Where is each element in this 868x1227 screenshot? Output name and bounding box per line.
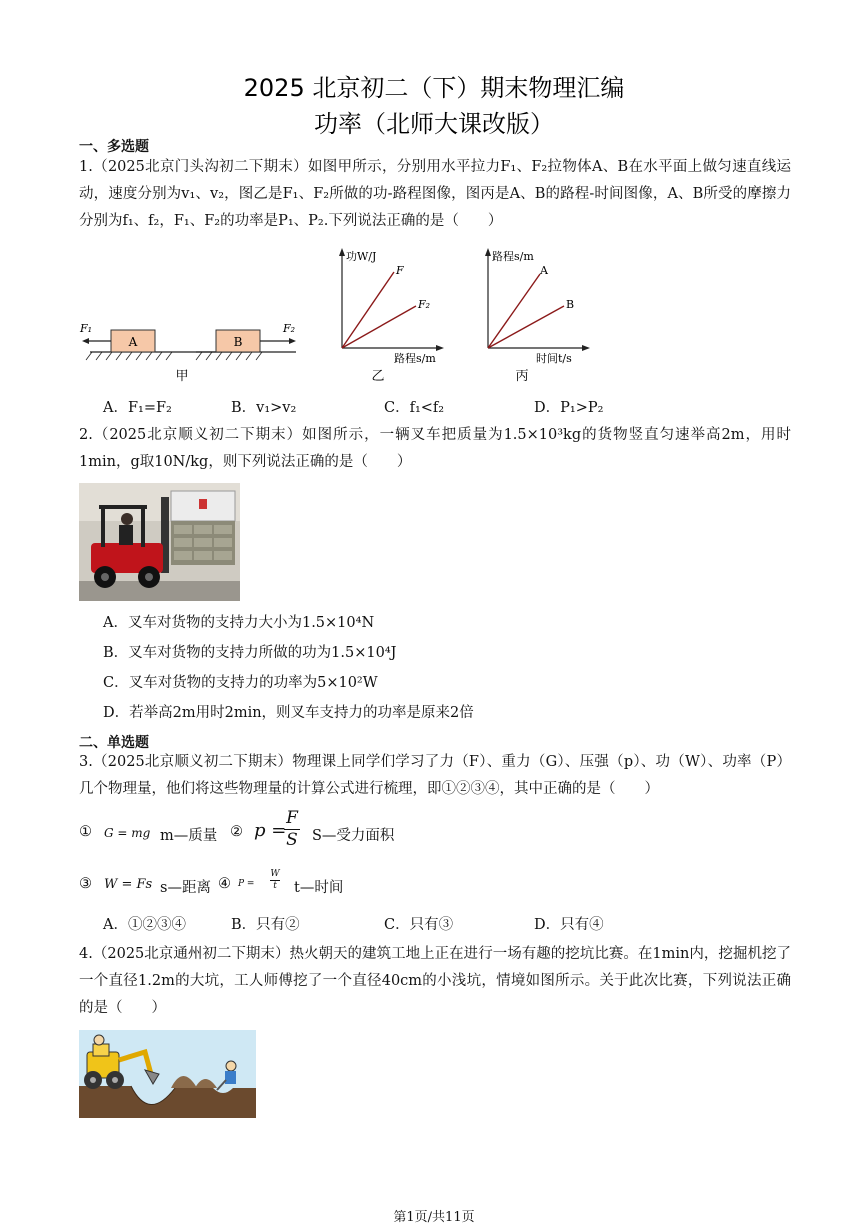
forklift-illustration bbox=[79, 483, 240, 601]
formula-2-number: ② bbox=[230, 824, 243, 840]
formula-4-fraction bbox=[270, 869, 280, 891]
formula-1-number: ① bbox=[79, 824, 92, 840]
formula-2-note: S—受力面积 bbox=[312, 828, 395, 844]
block-a-label: A bbox=[128, 335, 138, 349]
formula-2-denominator: S bbox=[284, 829, 300, 850]
block-b-label: B bbox=[233, 335, 243, 349]
caption-bing: 丙 bbox=[515, 369, 529, 384]
q2-option-d[interactable]: D．若举高2m用时2min，则叉车支持力的功率是原来2倍 bbox=[103, 705, 474, 721]
formula-4-numerator: W bbox=[270, 869, 280, 879]
formula-1: G = mg bbox=[104, 826, 151, 840]
q2-option-b[interactable]: B．叉车对货物的支持力所做的功为1.5×10⁴J bbox=[103, 645, 397, 661]
caption-yi: 乙 bbox=[371, 369, 385, 384]
formula-3: W = Fs bbox=[104, 877, 153, 892]
q2-stem: 2.（2025北京顺义初二下期末）如图所示，一辆叉车把质量为1.5×10³kg的货物竖直匀速举高2m，用时1min，g取10N/kg，则下列说法正确的是（ ） bbox=[79, 427, 791, 470]
formula-2-lhs: p = bbox=[254, 820, 287, 841]
q3-option-b[interactable]: B．只有② bbox=[231, 917, 300, 933]
bing-line2-label: B bbox=[566, 298, 575, 311]
q1-option-d[interactable]: D．P₁>P₂ bbox=[534, 400, 604, 416]
line-a bbox=[488, 274, 540, 348]
formula-4-lhs: P = bbox=[238, 879, 255, 889]
formula-2-fraction bbox=[284, 808, 300, 850]
yi-line2-label: F₂ bbox=[418, 298, 431, 311]
bing-xlabel: 时间t/s bbox=[536, 352, 572, 365]
section-multi-choice: 一、多选题 bbox=[79, 139, 149, 155]
q1-option-a[interactable]: A．F₁=F₂ bbox=[103, 400, 172, 416]
force-f1-label: F₁ bbox=[80, 322, 93, 335]
formula-4-note: t—时间 bbox=[294, 880, 344, 896]
formula-3-number: ③ bbox=[79, 876, 92, 892]
formula-3-note: s—距离 bbox=[160, 880, 211, 896]
yi-xlabel: 路程s/m bbox=[394, 352, 436, 365]
forklift-photo bbox=[79, 483, 240, 601]
excavation-illustration bbox=[79, 1030, 256, 1118]
bing-line1-label: A bbox=[540, 264, 548, 277]
q2-option-a[interactable]: A．叉车对货物的支持力大小为1.5×10⁴N bbox=[103, 615, 375, 631]
excavation-drawing bbox=[79, 1030, 256, 1118]
q1-option-b[interactable]: B．v₁>v₂ bbox=[231, 400, 297, 416]
formula-2-numerator: F bbox=[286, 808, 298, 828]
page-subtitle: 功率（北师大课改版） bbox=[314, 110, 554, 138]
line-b bbox=[488, 306, 564, 348]
section-single-choice: 二、单选题 bbox=[79, 735, 149, 751]
formula-4-number: ④ bbox=[218, 876, 231, 892]
line-f bbox=[342, 272, 394, 348]
q3-stem: 3.（2025北京顺义初二下期末）物理课上同学们学习了力（F）、重力（G）、压强（p）、功（W）、功率（P）几个物理量，他们将这些物理量的计算公式进行梳理，即①②③④，其中正确的是（ ） bbox=[79, 754, 791, 797]
q3-option-c[interactable]: C．只有③ bbox=[384, 917, 454, 933]
page-title: 2025 北京初二（下）期末物理汇编 bbox=[243, 74, 625, 102]
line-f2 bbox=[342, 306, 416, 348]
q4-stem: 4.（2025北京通州初二下期末）热火朝天的建筑工地上正在进行一场有趣的挖坑比赛。在1min内，挖掘机挖了一个直径1.2m的大坑，工人师傅挖了一个直径40cm的小浅坑，情境如图所示。关于此次比赛，下列说法正确的是（ ） bbox=[79, 946, 791, 1016]
caption-jia: 甲 bbox=[175, 369, 189, 384]
yi-ylabel: 功W/J bbox=[346, 250, 377, 263]
formula-4-denominator: t bbox=[270, 880, 280, 891]
q1-stem: 1.（2025北京门头沟初二下期末）如图甲所示，分别用水平拉力F₁、F₂拉物体A、B在水平面上做匀速直线运动，速度分别为v₁、v₂，图乙是F₁、F₂所做的功-路程图像，图丙是A、B的路程-时间图像，A、B所受的摩擦力分别为f₁、f₂，F₁、F₂的功率是P₁、P₂.下列说法正确的是（ ） bbox=[79, 159, 791, 229]
q1-option-c[interactable]: C．f₁<f₂ bbox=[384, 400, 445, 416]
formula-1-note: m—质量 bbox=[160, 828, 218, 844]
q1-figure-yi bbox=[328, 244, 458, 386]
page-footer: 第1页/共11页 bbox=[393, 1210, 475, 1225]
q3-option-d[interactable]: D．只有④ bbox=[534, 917, 604, 933]
bing-ylabel: 路程s/m bbox=[492, 250, 534, 263]
q1-figure-jia bbox=[78, 316, 318, 386]
yi-line1-label: F bbox=[396, 264, 404, 277]
q3-option-a[interactable]: A．①②③④ bbox=[103, 917, 186, 933]
q2-option-c[interactable]: C．叉车对货物的支持力的功率为5×10²W bbox=[103, 675, 378, 691]
force-f2-label: F₂ bbox=[283, 322, 296, 335]
q1-figure-bing bbox=[474, 244, 604, 386]
